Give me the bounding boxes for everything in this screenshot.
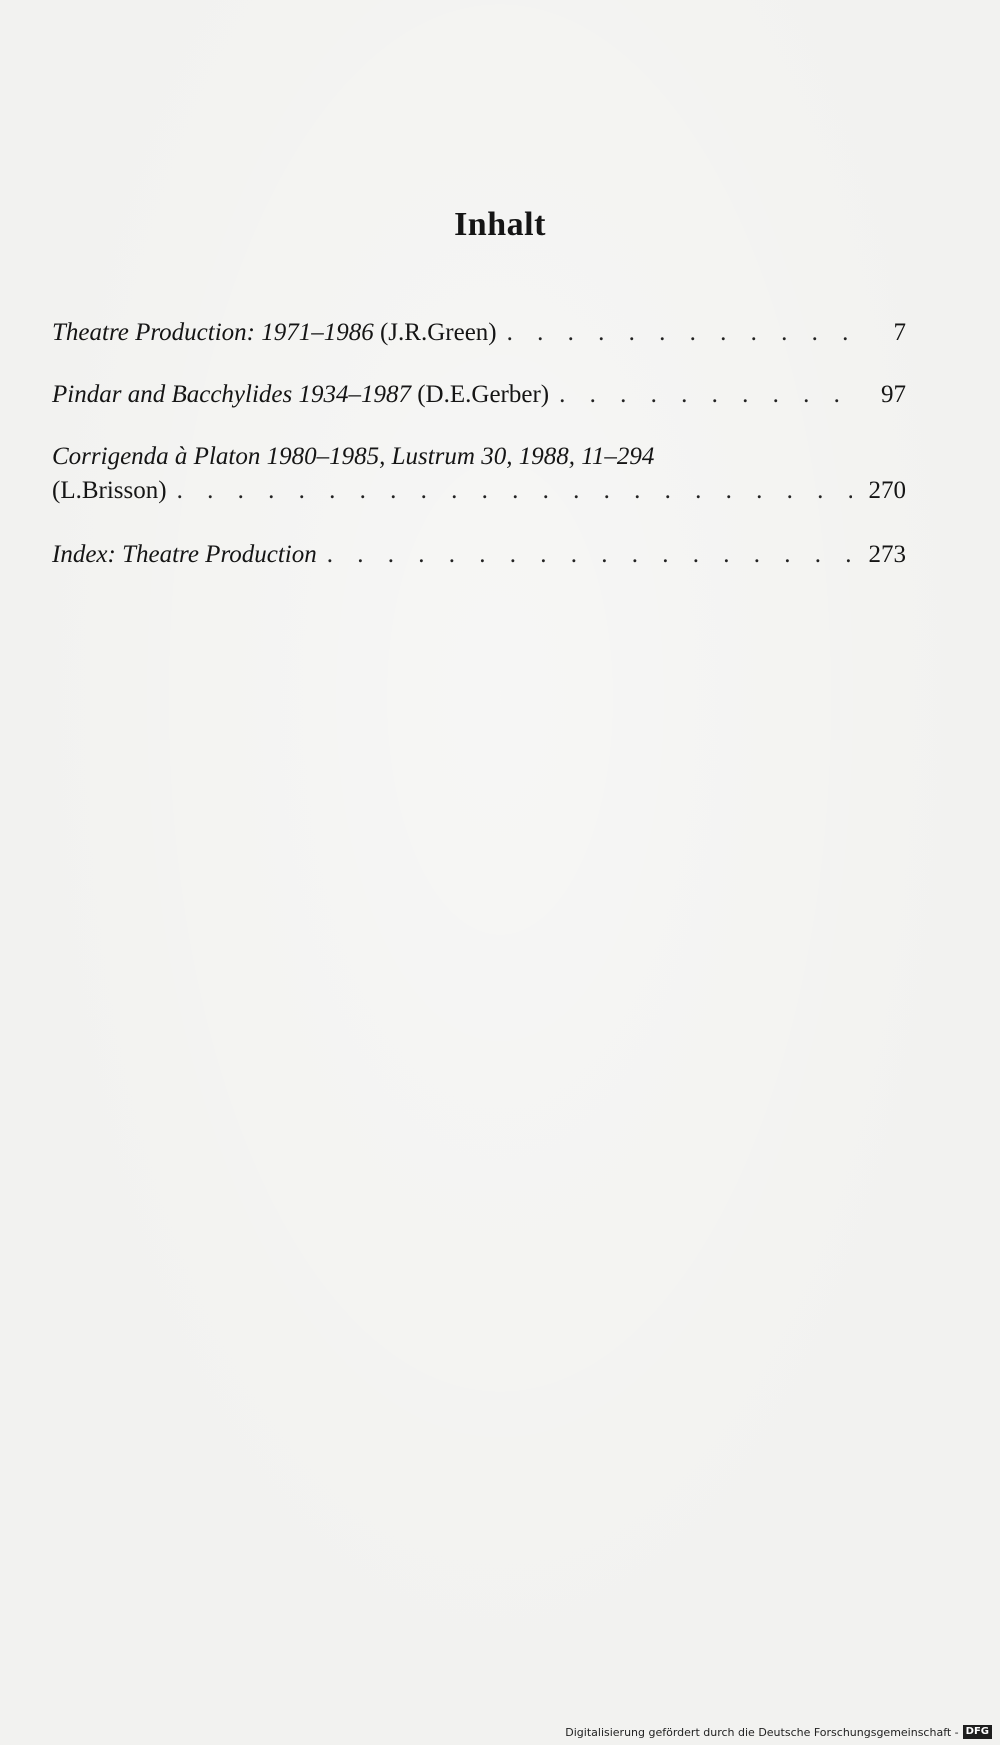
entry-page-number: 7	[893, 319, 906, 346]
page-title: Inhalt	[454, 206, 546, 243]
entry-title: Pindar and Bacchylides 1934–1987	[52, 381, 411, 408]
entry-page-number: 273	[868, 541, 906, 568]
dfg-logo-icon: DFG	[963, 1725, 992, 1739]
digitization-footer	[565, 1723, 992, 1741]
entry-author: (L.Brisson)	[52, 477, 167, 504]
toc-entry	[52, 316, 906, 350]
entry-page-number: 97	[881, 381, 906, 408]
dot-leader	[507, 316, 852, 350]
toc-line	[52, 378, 906, 412]
entry-title: Corrigenda à Platon 1980–1985, Lustrum 30, 1988, 11–294	[52, 443, 655, 470]
dot-leader	[559, 378, 852, 412]
entry-title: Theatre Production: 1971–1986	[52, 319, 374, 346]
entry-author: (J.R.Green)	[379, 319, 497, 346]
entry-author: (D.E.Gerber)	[417, 381, 550, 408]
toc-line	[52, 538, 906, 572]
toc-entry	[52, 538, 906, 572]
entry-page-number: 270	[868, 477, 906, 504]
toc-line	[52, 474, 906, 508]
toc-entry	[52, 378, 906, 412]
footer-text: Digitalisierung gefördert durch die Deutsche Forschungsgemeinschaft -	[565, 1725, 959, 1739]
toc-entry	[52, 440, 906, 508]
dot-leader	[327, 538, 852, 572]
table-of-contents	[52, 316, 906, 600]
toc-line	[52, 316, 906, 350]
entry-title: Index: Theatre Production	[52, 541, 317, 568]
toc-line	[52, 440, 906, 474]
dot-leader	[177, 474, 852, 508]
